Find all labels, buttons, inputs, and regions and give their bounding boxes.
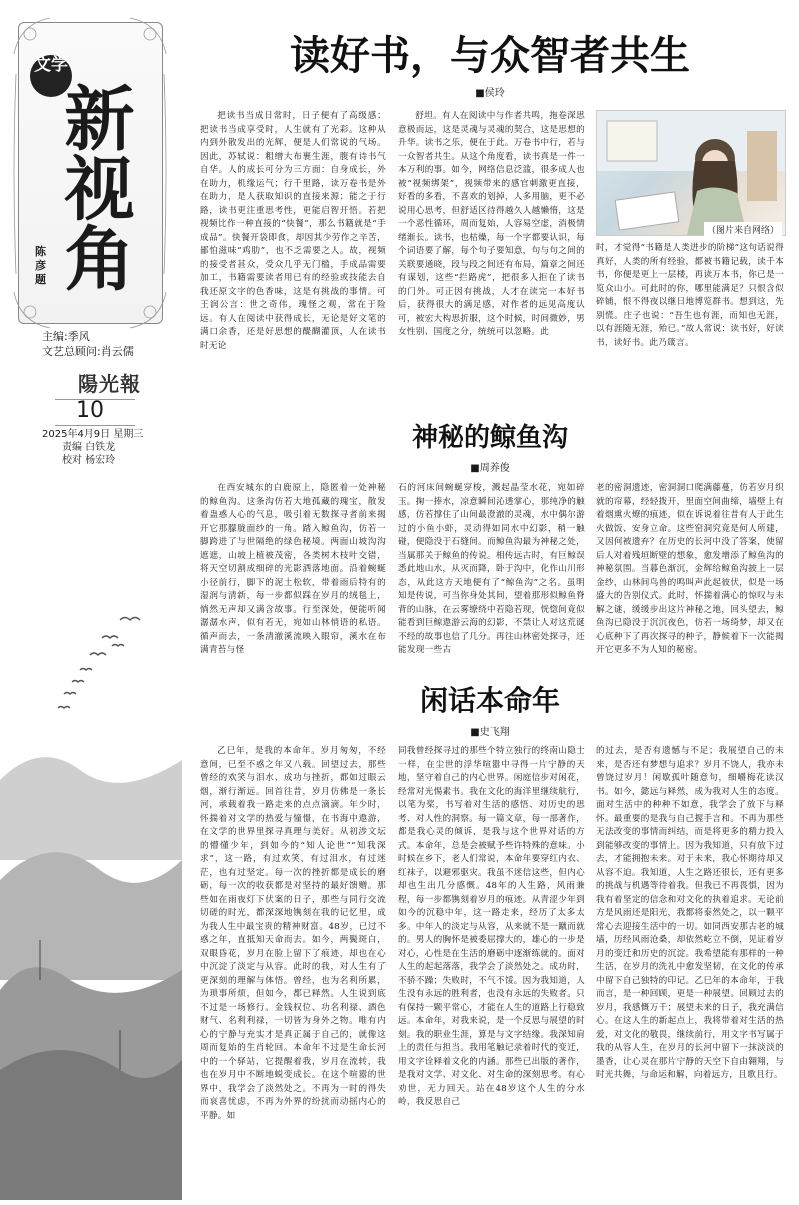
advisor-credit: 文艺总顾问:肖云儒 — [42, 345, 134, 358]
article2-column-1-text: 在西安城东的白鹿原上，隐匿着一处神秘的鲸鱼沟。这条沟仿若大地孤藏的瑰宝，散发着蛊惑人心的气息，吸引着无数探寻者前来揭开它那朦胧面纱的一角。踏入鲸鱼沟，仿若一脚跨进了与世隔绝的绿色秘境。两面山坡沟沟遮遮，山坡上植被茂密，各类树木枝叶交错，将天空切割成细碎的光影洒落地面。沿着蜿蜒小径前行，脚下的泥土松软，带着雨后特有的湿润与清新，每一步都似踩在岁月的绒毯上，惝然无声却又满含故事。行至深处，便能听闻潺潺水声，似有若无，宛如山林悄语的私语。循声而去，一条清澈溪流映入眼帘，溪水在布满青苔与怪 — [200, 483, 386, 655]
image-caption: （图片来自网络） — [704, 222, 782, 237]
article2-title: 神秘的鲸鱼沟 — [411, 423, 568, 453]
ink-landscape-illustration — [0, 740, 182, 1200]
badge-text: 文学 — [34, 55, 68, 75]
article1-column-1 — [200, 110, 386, 400]
article1-column-1-text: 把读书当成日常时，日子便有了高级感；把读书当成享受时，人生就有了光彩。这种从内到外散发出的光辉，便是人们常说的气场。因此，苏轼说：粗缯大布裹生涯，腹有诗书气自华。人的成长可分为三方面：自身成长，外在助力，机缘运气；行千里路，读万卷书是外在助力，是人获取知识的直接来源；能之于行路，读书更注重思考性，更能启智开悟。若把视频比作一种直接的“快餐”，那么书籍就是“手成品”。快餐开袋即食，却因其少劳作之辛苦，鄙怕滋味“鸡肋”，也不乏需要之人。故，视频的接受者甚众，受众几乎无门槛，手成品需要加工，书籍需要读者用已有的经验或技能去自我还原文字的色香味，这是有挑战的事情。可王润公言：世之奇伟，瑰怪之观，常在于险远。有人在阅读中获得成长，无论是好文笔的满口余香，还是好思想的醍醐灌顶，人在读书时无论 — [200, 111, 386, 351]
birds-illustration — [50, 610, 180, 720]
column-title-text: 新视角 — [53, 82, 136, 292]
article3-column-2 — [398, 745, 585, 1195]
proofreader: 校对 杨宏玲 — [62, 455, 116, 466]
article2-column-3-text: 老的密洞遗迹，密洞洞口爬满藤蔓，仿若岁月织就的帘幕，经轻拨开，里面空间曲缔，墙壁上有着烟熏火燎的痕迹，似在诉说着往昔有人于此生火做饭、安身立命。这些窑洞究竟是何人所建，又因何被遗弃？在历史的长河中没了答案，使留后人对着残垣断壁的想象，愈发增添了鲸鱼沟的神秘氛围。当暮色渐沉，金辉给鲸鱼沟披上一层金纱，山林间鸟兽的鸣叫声此起彼伏，似是一场盛大的告别仪式。此时，怀揣着满心的惊叹与未解之谜，缓缓步出这片神秘之地，回头望去，鲸鱼沟已隐没于沉沉夜色，仿若一场绮梦，却又在心底种下了再次探寻的种子，静候着下一次能揭开它更多不为人知的秘密。 — [596, 483, 784, 655]
article2-author: ■周养俊 — [470, 463, 510, 474]
article3-column-1-text: 乙巳年，是我的本命年。岁月匆匆，不经意间，已至不惑之年又八载。回望过去，那些曾经的欢笑与泪水、成功与挫折，都如过眼云烟，渐行渐远。回首往昔，岁月仿佛是一条长河，承载着我一路走来的点点滴滴。年少时，怀揣着对文学的热爱与憧憬，在书海中遨游，在文学的世界里探寻真理与美好。从初涉文坛的懵懂少年，到如今的“知人论世”“知我深求”，这一路，有过欢笑，有过泪水，有过迷茫，也有过坚定。每一次的挫折都是成长的磨砺，每一次的收获都是对坚持的最好馈赠。那些如在雨夜灯下伏案的日子，那些与同行交流切磋的时光，都深深地镌刻在我的记忆里，成为我人生中最宝贵的精神财富。48岁，已过不惑之年，直抵知天命而去。如今，两鬓斑白，双眼昏花，岁月在脸上留下了痕迹，却也在心中沉淀了淡定与从容。此时的我，对人生有了更深刻的理解与体悟。曾经，也为名利所累，为琐事所烦，但如今，都已释然。人生说到底不过是一场修行。金钱权位、功名利禄、酒色财气、名利利禄，一切皆为身外之物。唯有内心的宁静与充实才是真正属于自己的，就像这周而复始的生肖轮回。本命年不过是生命长河中的一个驿站，它提醒着我，岁月在流转，我也在岁月中不断地蜕变成长。在这个喧嚣的世界中，我学会了淡然处之。不再为一时的得失而哀喜忧虑，不再为外界的纷扰而动摇内心的平静。如 — [200, 746, 386, 1121]
reading-girl-photo — [596, 110, 786, 236]
article2-column-1 — [200, 482, 386, 662]
reading-girl-illustration — [597, 111, 785, 235]
masthead-sidebar — [0, 0, 180, 1205]
column-title — [52, 62, 142, 312]
article3-column-2-text: 同我曾经探寻过的那些个特立独行的终南山隐士一样，在尘世的浮华喧嚣中寻得一片宁静的天地，坚守着自己的内心世界。闲庭信步对闲花，经常对光惕素书。我在文化的海洋里继续航行，以笔为桨，书写着对生活的感悟、对历史的思考、对人性的洞察。每一篇文章，每一部著作，都是我心灵的倾诉，是我与这个世界对话的方式。本命年，总是会被赋予些许特殊的意味。小时候在乡下，老人们常说，本命年要穿红内衣、红袜子，以避邪驱灾。我虽不迷信这些，但内心却也生出几分感慨。48年的人生路，风雨兼程，每一步都镌刻着岁月的痕迹。从青涩少年到如今的沉稳中年，这一路走来，经历了太多太多。中年人的淡定与从容，从来就不是一蹴而就的。男人的胸怀是被委屈撑大的，雄心的一步是对心，心性是在生活的磨砺中逐渐练就的。面对人生的起起落落，我学会了淡然处之。成功时，不骄不躁；失败时，不气不馁。因为我知道，人生没有永远的胜利者，也没有永远的失败者。只有保持一颗平常心，才能在人生的道路上行稳致远。本命年，对我来说，是一个反思与展望的时刻。我的职业生涯，算是与文字结缘。我深知肩上的责任与担当。我用笔触记录着时代的变迁，用文字诠释着文化的内涵。那些已出版的著作，是我对文学、对文化、对生命的深刻思考。有心劝世，无力回天。站在48岁这个人生的分水岭，我反思自己 — [398, 746, 585, 1107]
article3-author: ■史飞翔 — [470, 727, 510, 738]
article2-column-2-text: 石的河床间蜿蜒穿梭，溅起晶莹水花，宛如碎玉。掬一捧水，凉意瞬间沁透掌心，那纯净的触感，仿若撑住了山间最澄澈的灵魂，水中偶尔游过的小鱼小虾，灵动得如同水中幻影，稍一触碰，便隐没于石缝间。而鲸鱼沟最为神秘之处，当属那关于鲸鱼的传说。相传远古时，有巨鲸误悉此地山水，从灭而降，卧于沟中，化作山川形态，从此这方天地便有了“鲸鱼沟”之名。虽明知是传说，可当你身处其间，望着那形似鲸鱼脊背的山脉，在云雾缭绕中若隐若现，恍惚间竟似能看到巨鲸遨游云海的幻影，不禁让人对这荒诞不经的故事也信了几分。再往山林密处探寻，还能发现一些古 — [398, 483, 585, 655]
article1-column-3-text: 时，才觉得“书籍是人类进步的阶梯”这句话说得真好，人类的所有经验，都被书籍记载，读千本书，你便是更上一层楼，再读万本书，你已是一览众山小。可此时的你，哪里能满足？只恨含似碎铺，恨不得夜以继日地博览群书。想到这，先别慌。庄子也说：“吾生也有涯，而知也无涯，以有涯随无涯，殆已。”故人常说：读书好，好读书，读好书。此乃箴言。 — [596, 243, 784, 348]
editor-credit: 主编:季风 — [42, 330, 90, 343]
article1-title: 读好书，与众智者共生 — [290, 32, 690, 79]
article3-column-3 — [596, 745, 784, 1195]
issue-date: 2025年4月9日 星期三 — [42, 429, 144, 440]
article1-column-3 — [596, 242, 784, 400]
page-number: 10 — [76, 398, 104, 423]
article2-column-3 — [596, 482, 784, 662]
responsible-editor: 责编 白铁龙 — [62, 442, 116, 453]
article2-column-2 — [398, 482, 585, 662]
article1-column-2 — [398, 110, 585, 400]
article1-column-2-text: 舒坦。有人在阅读中与作者共鸣，拖卷深思意极而远，这是灵魂与灵魂的契合，这是思想的升华。读书之乐，便在于此。万卷书中行，若与一众智者共生。从这个角度看，读书真是一件一本万利的事。如今，网络信息泛滥，很多成人也被“视频绑架”，视频带来的感官刺激更直接，好看的多看，不喜欢的划掉，人多用脑，更不必说用心思考，但舒适区待得越久人越懒惰，这是一个恶性循环，周而复始，人容易空虚，消极情绪渐长。读书，也枯燥，每一个字都要认识，每个词语要了解，每个句子要知意，句与句之间的关联要通晓，段与段之间还有布局，篇章之间还有谋划，这些“拦路虎”，把很多人拒在了读书的门外。可正因有挑战，人才在读完一本好书后，获得很大的满足感，对作者的远见高度认可，被宏大构思折服，这个时候，时间微妙，男女性别、国度之分，统统可以忽略。此 — [398, 111, 585, 337]
article3-title: 闲话本命年 — [419, 684, 560, 717]
article3-column-3-text: 的过去，是否有遗憾与不足；我展望自己的未来，是否还有梦想与追求？岁月不饶人，我亦未曾饶过岁月！闲歇孤叶随意句，细嚼梅花读汉书。如今，懿远与释然，成为我对人生的态度。面对生活中的种种不如意，我学会了放下与释怀。最重要的是我与自己握手言和。不再为那些无法改变的事情而纠结，而是将更多的精力投入到能够改变的事情上。因为我知道，只有放下过去，才能拥抱未来。对于未来，我心怀期待却又从容不迫。我知道，人生之路还很长，还有更多的挑战与机遇等待着我。但我已不再畏惧，因为我有着坚定的信念和对文化的执着追求。无论前方是风雨还是阳光，我都将泰然处之，以一颗平常心去迎接生活中的一切。如同西安那古老的城墙，历经风雨沧桑，却依然屹立不倒，见证着岁月的变迁和历史的沉淀。我希望能有那样的一种生活，在岁月的洗礼中愈发坚韧，在文化的传承中留下自己独特的印记。乙巳年的本命年，于我而言，是一种回顾，更是一种展望。回顾过去的岁月，我感慨万千；展望未来的日子，我充满信心。在这人生的新起点上，我将带着对生活的热爱，对文化的敬畏，继续前行，用文字书写属于我的从容人生，在岁月的长河中留下一抹淡淡的墨香，让心灵在那片宁静的天空下自由翱翔，与时光共舞，与命运和解，向着远方，且歌且行。 — [596, 746, 784, 1080]
article1-author: ■侯玲 — [475, 88, 505, 99]
calligrapher-signature: 陈彦题 — [35, 245, 46, 286]
newspaper-logo: 陽光報 — [78, 372, 141, 396]
article3-column-1 — [200, 745, 386, 1195]
